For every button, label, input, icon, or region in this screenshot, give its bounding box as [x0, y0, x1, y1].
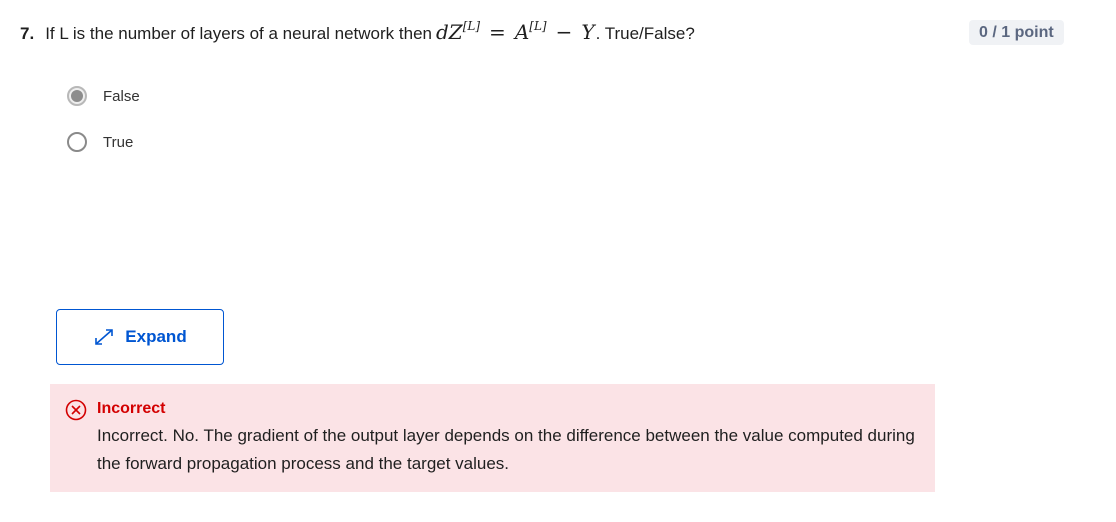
- option-label: False: [103, 87, 140, 105]
- formula-a: A: [514, 20, 530, 44]
- formula-y: Y: [581, 20, 595, 44]
- formula-a-superscript: [L]: [529, 19, 547, 33]
- formula-equals: =: [489, 20, 506, 44]
- feedback-title: Incorrect: [97, 400, 166, 417]
- question-number: 7.: [20, 24, 35, 43]
- expand-button[interactable]: [56, 309, 224, 365]
- option-false[interactable]: [67, 86, 140, 106]
- question-formula: [436, 16, 595, 51]
- expand-button-label: Expand: [125, 327, 187, 346]
- points-badge: 0 / 1 point: [969, 20, 1064, 45]
- formula-lhs-superscript: [L]: [462, 19, 481, 33]
- question-text-before: If L is the number of layers of a neural network then: [45, 24, 432, 43]
- feedback-text: Incorrect. No. The gradient of the output layer depends on the difference between the value computed during the forward propagation process and the target values.: [97, 426, 915, 473]
- formula-lhs: dZ: [436, 20, 463, 44]
- close-circle-icon: [65, 399, 87, 421]
- expand-arrows-icon: [93, 327, 115, 347]
- option-label: True: [103, 133, 134, 151]
- radio-button[interactable]: [67, 132, 87, 152]
- radio-button-selected[interactable]: [67, 86, 87, 106]
- question-prompt: [20, 16, 695, 51]
- question-text-after: . True/False?: [595, 24, 695, 43]
- formula-minus: −: [555, 20, 573, 44]
- radio-dot: [71, 90, 83, 102]
- feedback-panel: [50, 384, 935, 492]
- option-true[interactable]: [67, 132, 133, 152]
